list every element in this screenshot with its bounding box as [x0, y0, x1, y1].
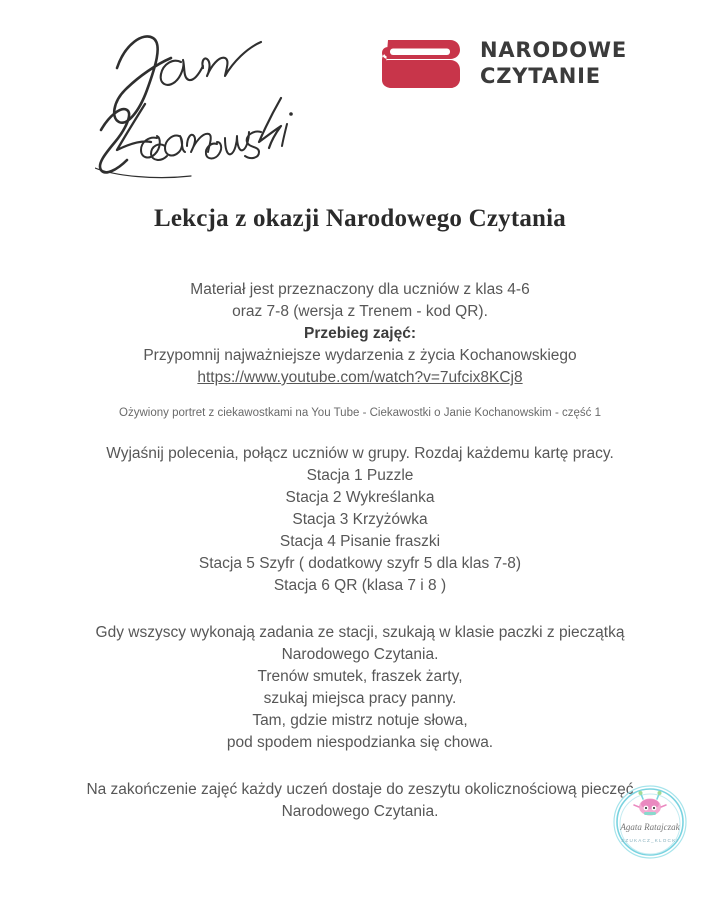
video-caption: Ożywiony portret z ciekawostkami na You Tube - Ciekawostki o Janie Kochanowskim - część 1 — [119, 407, 601, 419]
station-item: Stacja 4 Pisanie fraszki — [279, 533, 441, 550]
stamp-subtitle: SZUKACZ_KLOCKI — [621, 838, 679, 843]
stamp-name: Agata Ratajczak — [620, 822, 680, 832]
treasure-block — [0, 622, 720, 754]
stamp-character-icon — [634, 791, 666, 816]
video-instruction: Przypomnij najważniejsze wydarzenia z życia Kochanowskiego — [143, 347, 577, 364]
book-icon — [376, 36, 464, 92]
closing-line-1: Na zakończenie zajęć każdy uczeń dostaje do zeszytu okolicznościową pieczęć — [86, 781, 634, 798]
video-block — [0, 345, 720, 421]
poem-line: Tam, gdzie mistrz notuje słowa, — [252, 712, 468, 729]
station-item: Stacja 5 Szyfr ( dodatkowy szyfr 5 dla klas 7-8) — [198, 555, 522, 572]
poem-line: pod spodem niespodzianka się chowa. — [226, 734, 494, 751]
station-item: Stacja 2 Wykreślanka — [285, 489, 435, 506]
logo-wordmark — [480, 38, 627, 89]
poem-line: szukaj miejsca pracy panny. — [263, 690, 457, 707]
signature-jan-kochanowski — [95, 18, 355, 183]
stations-intro: Wyjaśnij polecenia, połącz uczniów w grupy. Rozdaj każdemu kartę pracy. — [106, 445, 614, 462]
przebieg-zajec-heading: Przebieg zajęć: — [304, 325, 416, 342]
intro-block — [0, 279, 720, 345]
intro-line-2: oraz 7-8 (wersja z Trenem - kod QR). — [232, 303, 488, 320]
logo-line-2: CZYTANIE — [480, 64, 601, 88]
treasure-line-1: Gdy wszyscy wykonają zadania ze stacji, szukają w klasie paczki z pieczątką — [95, 624, 625, 641]
document-header — [0, 0, 720, 190]
narodowe-czytanie-logo — [376, 36, 627, 92]
stations-block — [0, 443, 720, 597]
page-title: Lekcja z okazji Narodowego Czytania — [153, 205, 567, 232]
station-item: Stacja 6 QR (klasa 7 i 8 ) — [273, 577, 447, 594]
youtube-link[interactable]: https://www.youtube.com/watch?v=7ufcix8KCj8 — [197, 369, 523, 386]
poem-line: Trenów smutek, fraszek żarty, — [257, 668, 463, 685]
station-item: Stacja 3 Krzyżówka — [292, 511, 428, 528]
author-stamp-watermark — [602, 774, 698, 870]
spacer-1 — [0, 421, 720, 443]
intro-line-1: Materiał jest przeznaczony dla uczniów z klas 4-6 — [190, 281, 530, 298]
document-body — [0, 279, 720, 823]
logo-line-1: NARODOWE — [480, 38, 628, 63]
treasure-line-2: Narodowego Czytania. — [281, 646, 439, 663]
station-item: Stacja 1 Puzzle — [306, 467, 414, 484]
closing-line-2: Narodowego Czytania. — [281, 803, 439, 820]
spacer-2 — [0, 597, 720, 622]
